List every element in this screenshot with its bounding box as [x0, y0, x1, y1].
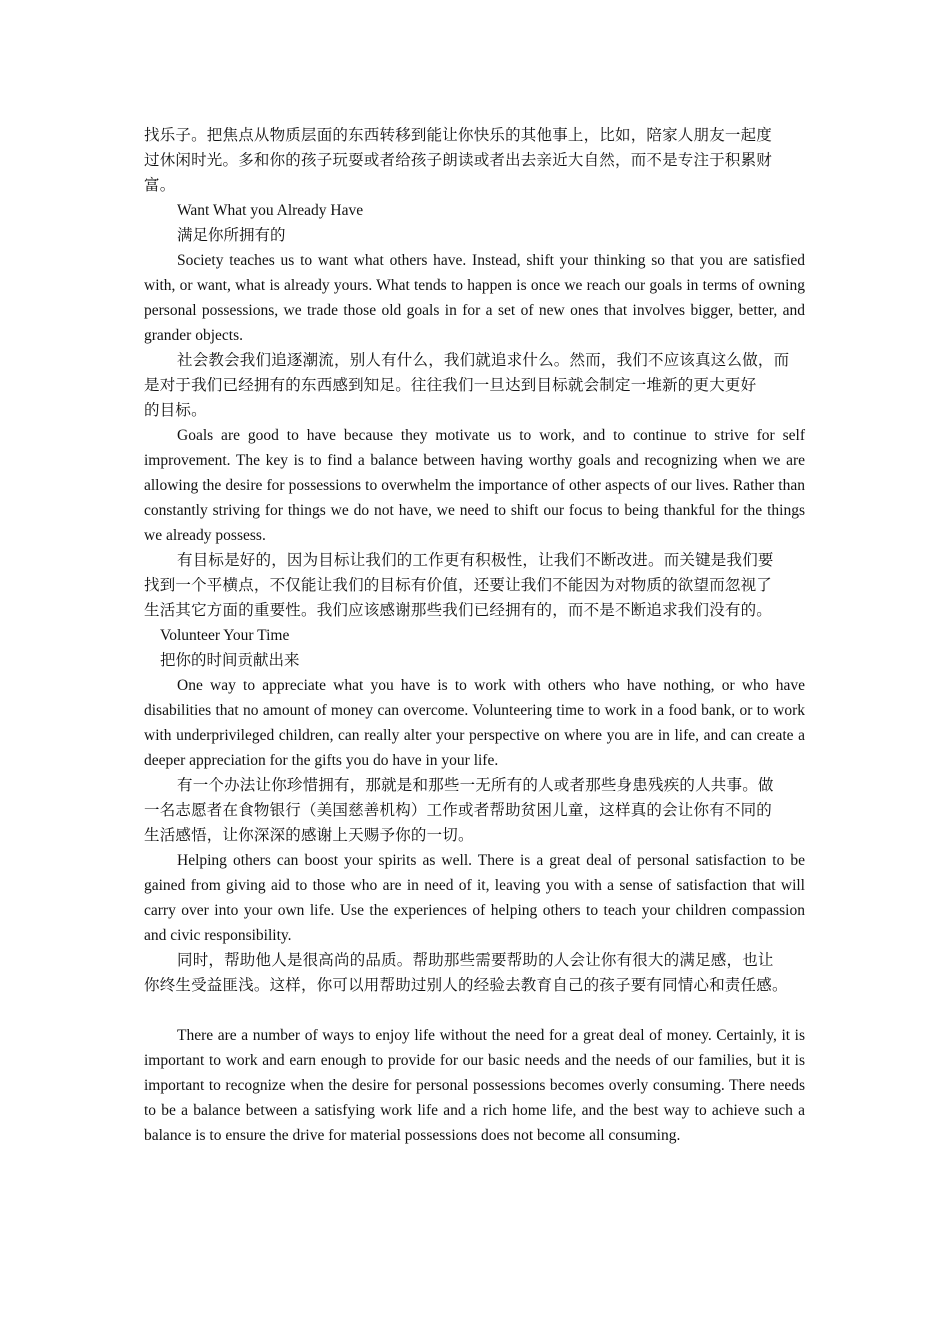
section-heading-volunteer-chinese: 把你的时间贡献出来: [160, 652, 300, 669]
paragraph-intro-chinese: [144, 123, 805, 198]
text-line: 是对于我们已经拥有的东西感到知足。往往我们一旦达到目标就会制定一堆新的更大更好: [144, 377, 757, 394]
paragraph-oneway-chinese: [144, 773, 805, 848]
blank-line: [144, 998, 805, 1023]
text-line: 社会教会我们追逐潮流，别人有什么，我们就追求什么。然而，我们不应该真这么做，而: [177, 352, 790, 369]
text-line: 找乐子。把焦点从物质层面的东西转移到能让你快乐的其他事上，比如，陪家人朋友一起度: [144, 127, 773, 144]
text-line: 有目标是好的，因为目标让我们的工作更有积极性，让我们不断改进。而关键是我们要: [177, 552, 774, 569]
paragraph-oneway-english: One way to appreciate what you have is to work with others who have nothing, or who have disabilities that no amount of money can overcome. Volunteering time to work in a food bank, or to work with underprivileged children, can really alter your perspective on where you are in life, and can create a deeper appreciation for the gifts you do have in your life.: [144, 677, 805, 769]
paragraph-helping-chinese: [144, 948, 805, 998]
text-line: 有一个办法让你珍惜拥有，那就是和那些一无所有的人或者那些身患残疾的人共事。做: [177, 777, 774, 794]
text-line: 过休闲时光。多和你的孩子玩耍或者给孩子朗读或者出去亲近大自然，而不是专注于积累财: [144, 152, 773, 169]
paragraph-goals-chinese: [144, 548, 805, 623]
section-heading-want-english: Want What you Already Have: [177, 202, 364, 219]
section-heading-volunteer-english: Volunteer Your Time: [160, 627, 290, 644]
paragraph-conclusion-english: There are a number of ways to enjoy life without the need for a great deal of money. Certainly, it is important to work and earn enough to provide for our basic needs and the needs of our families, but it is important to recognize when the desire for personal possessions becomes overly consuming. There needs to be a balance between a satisfying work life and a rich home life, and the best way to achieve such a balance is to ensure the drive for material possessions does not become all consuming.: [144, 1027, 805, 1144]
paragraph-society-english: Society teaches us to want what others have. Instead, shift your thinking so that you are satisfied with, or want, what is already yours. What tends to happen is once we reach our goals in terms of owning personal possessions, we trade those old goals in for a set of new ones that involves bigger, better, and grander objects.: [144, 252, 805, 344]
paragraph-society-chinese: [144, 348, 805, 423]
text-line: 同时，帮助他人是很高尚的品质。帮助那些需要帮助的人会让你有很大的满足感，也让: [177, 952, 774, 969]
paragraph-helping-english: Helping others can boost your spirits as well. There is a great deal of personal satisfaction to be gained from giving aid to those who are in need of it, leaving you with a sense of satisfaction that will carry over into your own life. Use the experiences of helping others to teach your children compassion and civic responsibility.: [144, 852, 805, 944]
paragraph-goals-english: Goals are good to have because they motivate us to work, and to continue to strive for self improvement. The key is to find a balance between having worthy goals and recognizing when we are allowing the desire for possessions to overwhelm the importance of other aspects of our lives. Rather than constantly striving for things we do not have, we need to shift our focus to being thankful for the things we already possess.: [144, 427, 805, 544]
text-line: 你终生受益匪浅。这样，你可以用帮助过别人的经验去教育自己的孩子要有同情心和责任感。: [144, 977, 788, 994]
text-line: 生活其它方面的重要性。我们应该感谢那些我们已经拥有的，而不是不断追求我们没有的。: [144, 602, 773, 619]
text-line: 一名志愿者在食物银行（美国慈善机构）工作或者帮助贫困儿童，这样真的会让你有不同的: [144, 802, 773, 819]
text-line: 的目标。: [144, 402, 207, 419]
document-body: [144, 123, 805, 1148]
section-heading-want-chinese: 满足你所拥有的: [177, 227, 286, 244]
text-line: 富。: [144, 177, 176, 194]
text-line: 生活感悟，让你深深的感谢上天赐予你的一切。: [144, 827, 474, 844]
text-line: 找到一个平横点，不仅能让我们的目标有价值，还要让我们不能因为对物质的欲望而忽视了: [144, 577, 773, 594]
